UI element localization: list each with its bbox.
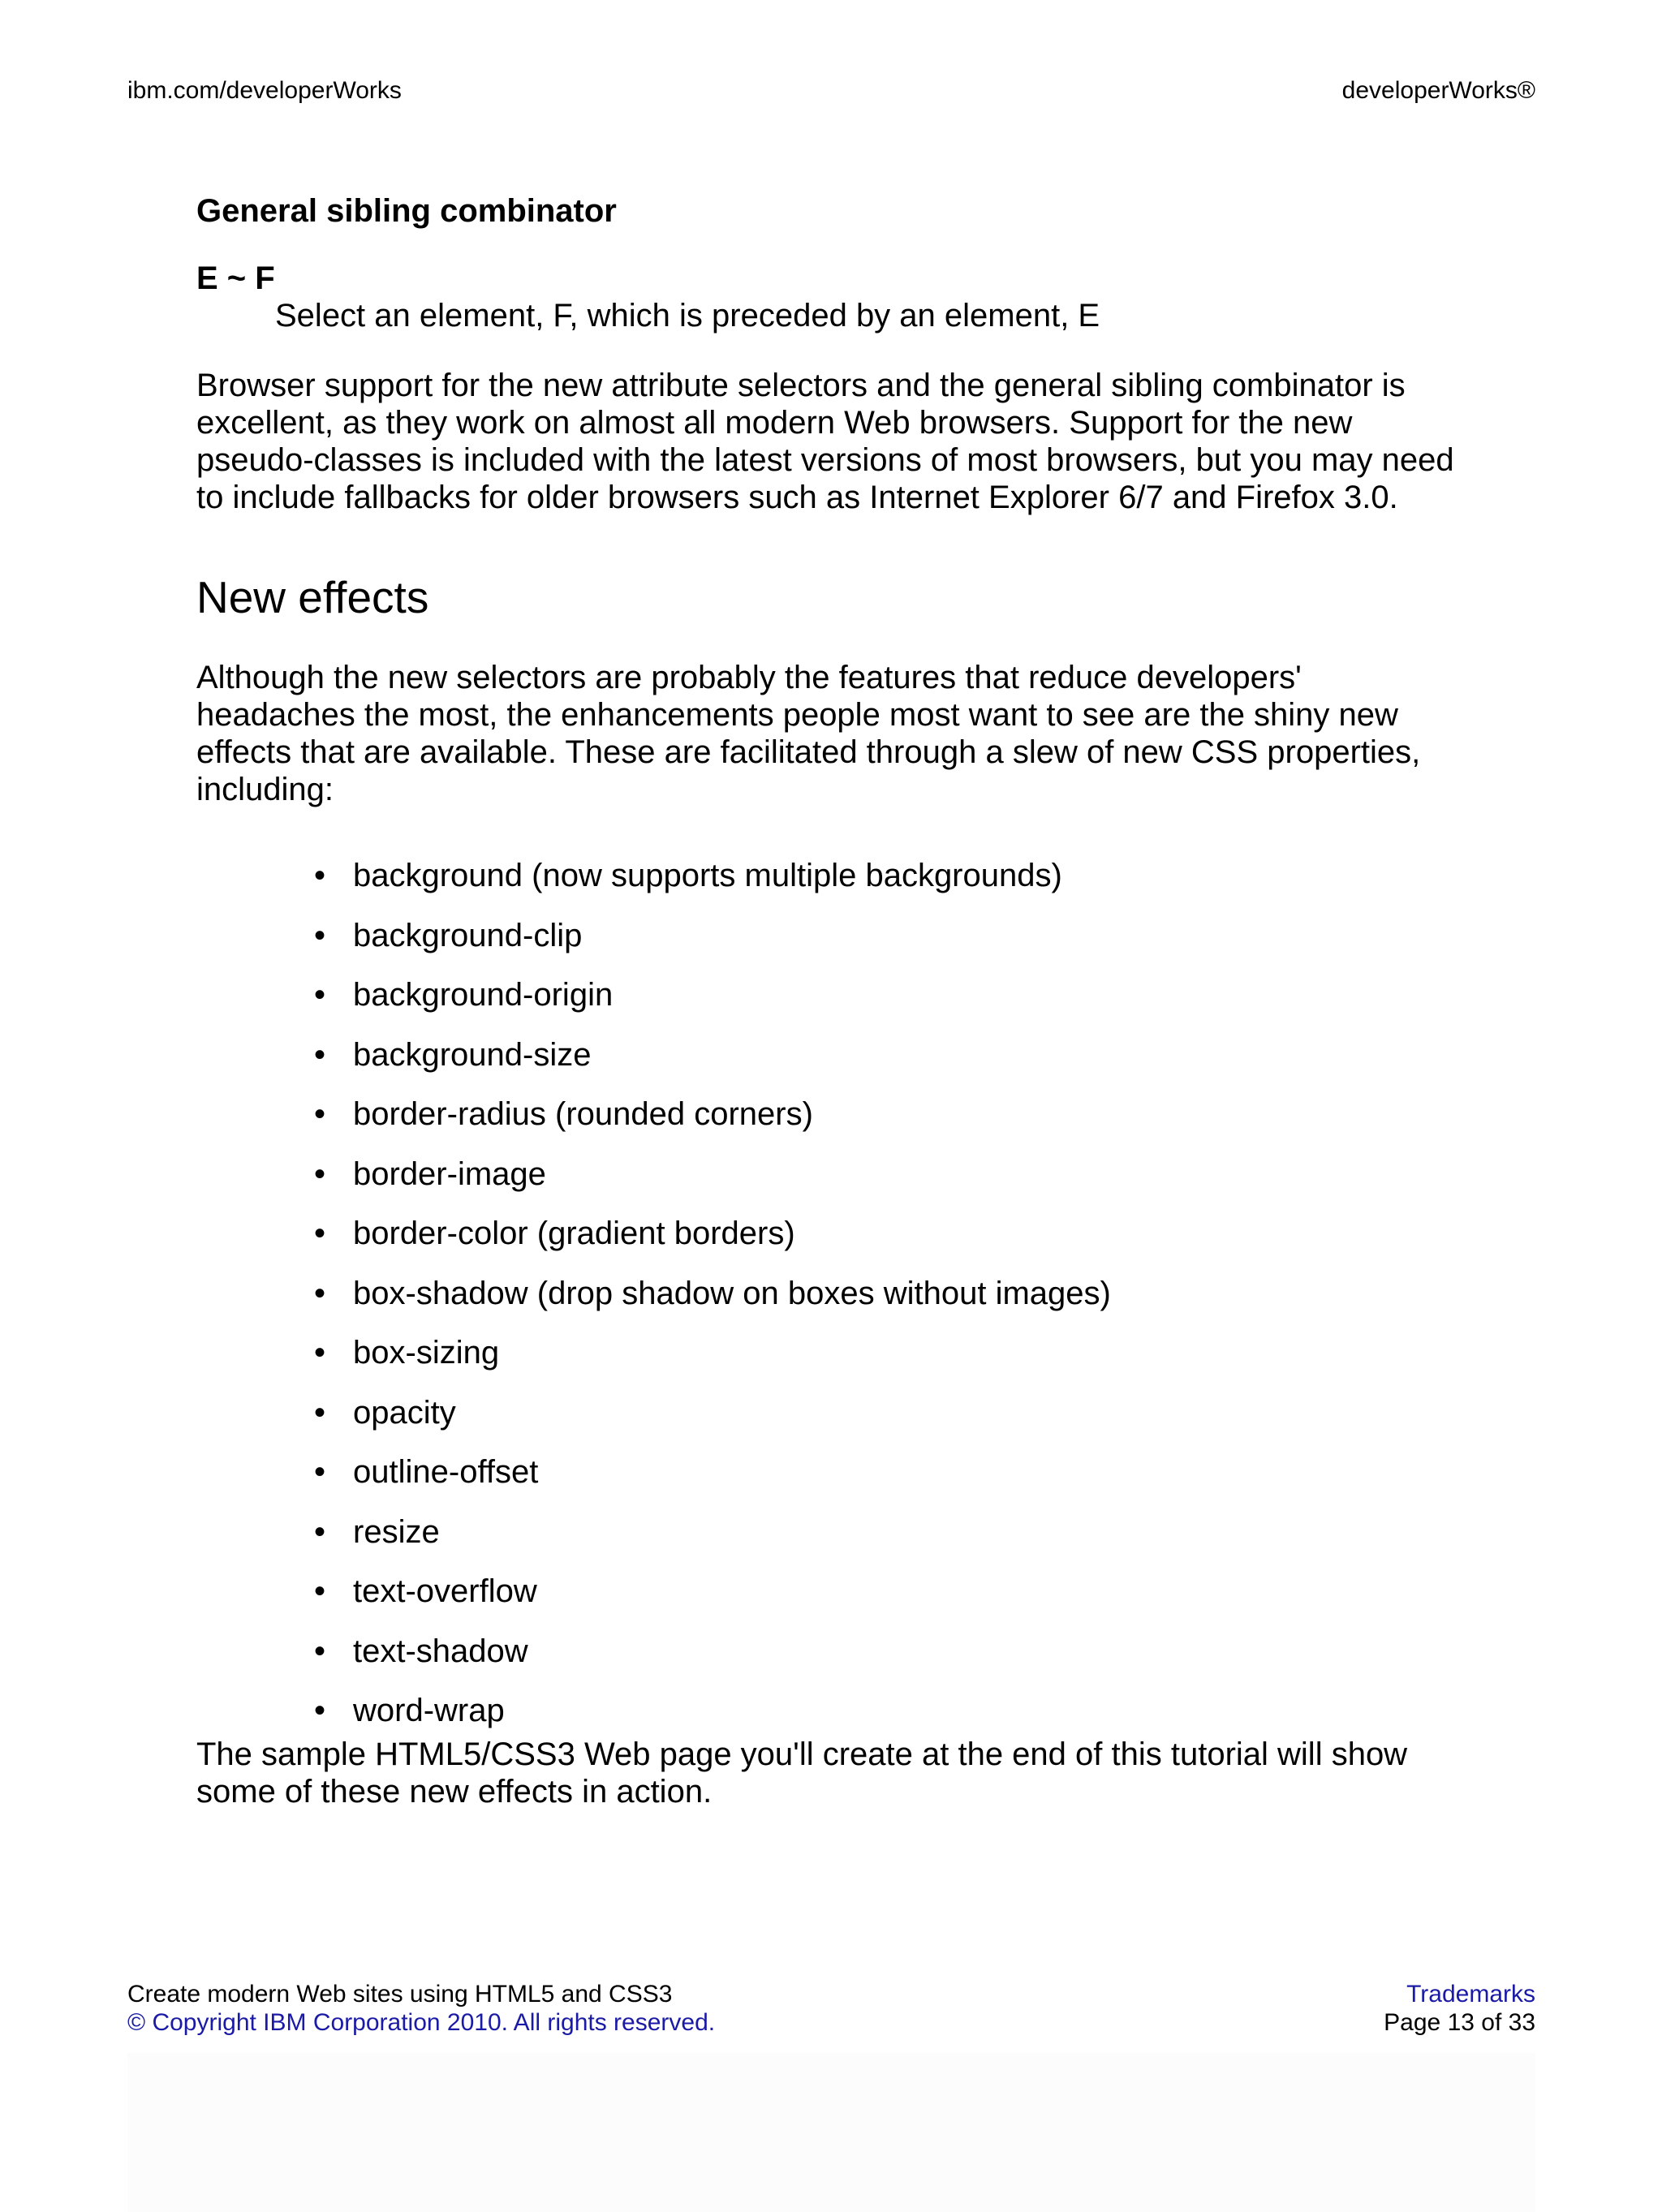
page-number: Page 13 of 33 (1384, 2009, 1535, 2036)
bullet: • (314, 1573, 326, 1609)
new-effects-intro: Although the new selectors are probably the features that reduce developers' headaches the most, the enhancements people most want to see are the shiny new effects that are available. These are facilitated through a slew of new CSS properties, including: (196, 660, 1421, 807)
closing-paragraph: The sample HTML5/CSS3 Web page you'll create at the end of this tutorial will show some of these new effects in action. (196, 1736, 1408, 1810)
list-item-text: border-image (353, 1155, 546, 1192)
list-item-text: word-wrap (353, 1693, 505, 1728)
list-item (196, 1095, 1462, 1133)
trademarks-link[interactable]: Trademarks (1406, 1981, 1535, 2008)
header-site-url: ibm.com/developerWorks (127, 77, 402, 104)
new-effects-heading: New effects (196, 572, 429, 622)
list-item-text: resize (353, 1513, 440, 1550)
list-item (196, 1155, 1462, 1193)
list-item-text: background-clip (353, 917, 583, 953)
list-item-text: text-overflow (353, 1573, 537, 1609)
bullet: • (314, 1454, 326, 1490)
bullet: • (314, 858, 326, 893)
bullet: • (314, 1513, 326, 1550)
list-item (196, 857, 1462, 894)
list-item (196, 1573, 1462, 1610)
bullet: • (314, 917, 326, 953)
bullet: • (314, 1096, 326, 1132)
bullet: • (314, 1335, 326, 1371)
list-item (196, 1513, 1462, 1551)
definition-description: Select an element, F, which is preceded by an element, E (275, 298, 1100, 334)
bullet: • (314, 1394, 326, 1431)
list-item-text: background (now supports multiple backgrounds) (353, 858, 1062, 893)
bullet: • (314, 1275, 326, 1311)
bullet: • (314, 1036, 326, 1073)
bullet: • (314, 1155, 326, 1192)
page-content (196, 192, 1462, 1810)
header-brand: developerWorks® (1341, 77, 1535, 104)
list-item-text: outline-offset (353, 1454, 539, 1490)
bullet: • (314, 1633, 326, 1669)
list-item-text: box-sizing (353, 1335, 500, 1371)
copyright-link[interactable]: © Copyright IBM Corporation 2010. All rights reserved. (127, 2009, 716, 2036)
list-item-text: opacity (353, 1394, 456, 1431)
list-item (196, 1633, 1462, 1670)
footer-left (127, 1980, 715, 2037)
section-heading: General sibling combinator (196, 193, 617, 229)
list-item (196, 917, 1462, 954)
list-item (196, 1036, 1462, 1074)
list-item (196, 1334, 1462, 1371)
list-item-text: background-size (353, 1036, 592, 1073)
list-item (196, 976, 1462, 1013)
bullet: • (314, 977, 326, 1013)
list-item-text: border-radius (rounded corners) (353, 1096, 813, 1132)
footer-document-title: Create modern Web sites using HTML5 and CSS3 (127, 1981, 673, 2008)
definition-term: E ~ F (196, 260, 275, 296)
bullet: • (314, 1216, 326, 1251)
css-properties-list (196, 857, 1462, 1729)
bullet: • (314, 1693, 326, 1728)
list-item-text: text-shadow (353, 1633, 528, 1669)
footer-band (127, 2053, 1535, 2212)
list-item (196, 1692, 1462, 1729)
list-item (196, 1215, 1462, 1252)
list-item-text: border-color (gradient borders) (353, 1216, 795, 1251)
list-item (196, 1394, 1462, 1431)
list-item (196, 1453, 1462, 1491)
list-item-text: background-origin (353, 977, 614, 1013)
list-item-text: box-shadow (drop shadow on boxes without images) (353, 1275, 1111, 1311)
footer-right (1384, 1980, 1535, 2037)
browser-support-paragraph: Browser support for the new attribute selectors and the general sibling combinator is excellent, as they work on almost all modern Web browsers. Support for the new pseudo-classes is included with the latest versions of most browsers, but you may need to include fallbacks for older browsers such as Internet Explorer 6/7 and Firefox 3.0. (196, 368, 1454, 515)
list-item (196, 1275, 1462, 1312)
